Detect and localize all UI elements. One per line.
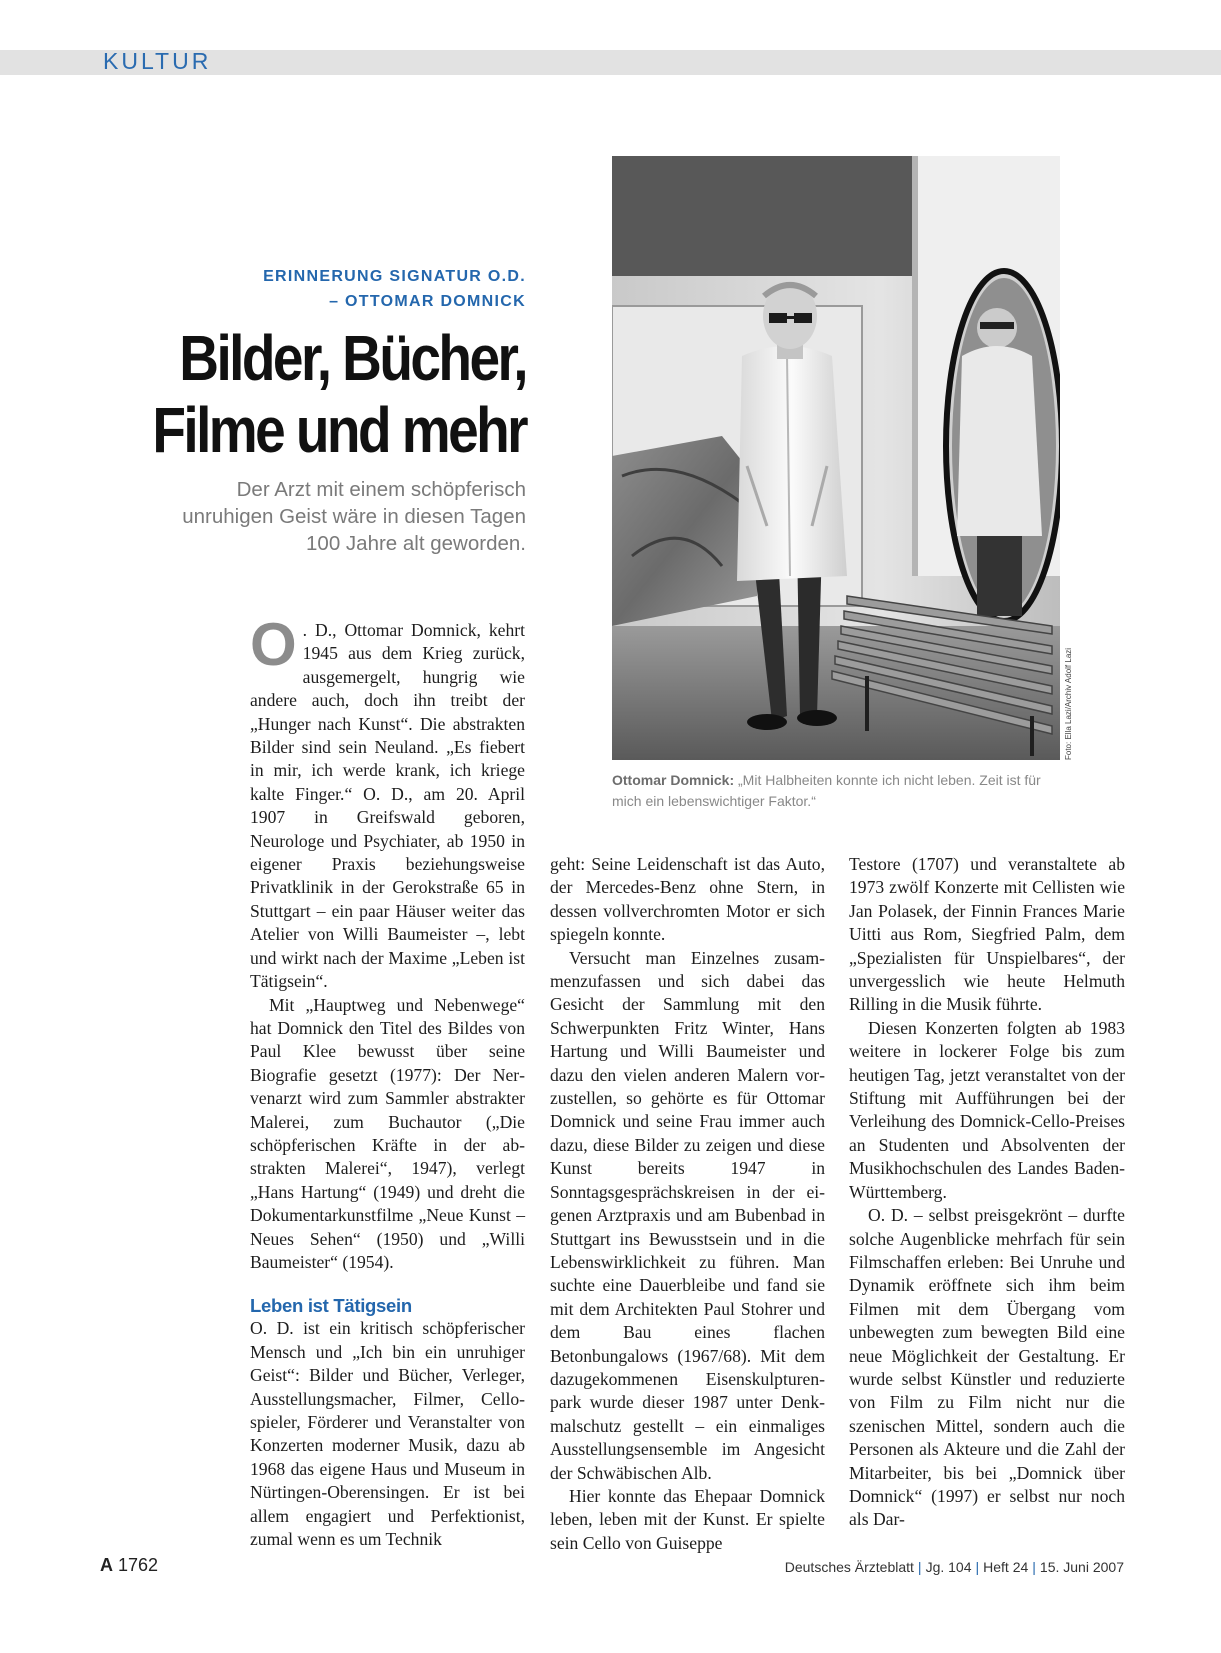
footer-separator: |: [917, 1559, 922, 1575]
journal-volume: Jg. 104: [925, 1559, 972, 1575]
article-column-3: [849, 853, 1125, 1532]
journal-name: Deutsches Ärzteblatt: [784, 1559, 914, 1575]
paragraph: O. D. – selbst preisgekrönt – durfte solche Augenblicke mehrfach für sein Filmschaffen erleben: Bei Unruhe und Dynamik eröffnete sich ihm beim Filmen mit dem Übergang vom unbewegten zum bewegten Bild eine neue Möglichkeit der Gestaltung. Er wurde selbst Künstler und reduzierte von Film zu Film nicht nur die szenischen Mittel, sondern auch die Personen als Akteure und die Zahl der Mitarbeiter, bis bei „Domnick über Domnick“ (1997) er selbst nur noch als Dar-: [849, 1205, 1125, 1530]
kicker: [106, 264, 526, 314]
caption-quote: „Mit Halbheiten konnte ich nicht leben. Zeit ist für mich ein lebenswichtiger Faktor.“: [612, 772, 1041, 809]
headline: [79, 322, 526, 466]
paragraph: Diesen Konzerten folgten ab 1983 weitere in lockerer Folge bis zum heutigen Tag, jetzt veranstaltet von der Stiftung mit Aufführungen bei der Verleihung des Domnick-Cello-Preises an Studenten und Absolventen der Musikhochschulen des Landes Baden-Württemberg.: [849, 1017, 1125, 1202]
paragraph: Testore (1707) und veranstaltete ab 1973 zwölf Konzerte mit Cellisten wie Jan Polasek, der Finnin Frances Marie Uitti aus Rom, Siegfried Palm, dem „Spezialisten für Unspielbares“, der unvergesslich wie heute Helmuth Rilling in die Musik führte.: [849, 854, 1125, 1015]
deck: [6, 476, 526, 557]
page-number-value: 1762: [118, 1555, 159, 1575]
paragraph: geht: Seine Leidenschaft ist das Auto, der Mercedes-Benz ohne Stern, in dessen vollverchromten Motor er sich spiegeln konnte.: [550, 854, 825, 945]
headline-line-1: Bilder, Bücher,: [179, 322, 526, 394]
caption-name: Ottomar Domnick:: [612, 772, 735, 788]
footer-separator: |: [975, 1559, 980, 1575]
portrait-photo: [612, 156, 1060, 760]
paragraph: Versucht man Einzelnes zusammenzufassen und sich dabei das Gesicht der Sammlung mit den Schwerpunkten Fritz Winter, Hans Hartung und Willi Baumeister und dazu den vielen anderen Malern vorzustellen, so gehörte es für Ottomar Domnick und seine Frau immer auch dazu, diese Bilder zu zeigen und diese Kunst bereits 1947 in Sonntagsgesprächskreisen in der eigenen Arztpraxis und am Bubenbad in Stuttgart ins Bewusstsein und in die Lebenswirklichkeit zu führen. Man suchte eine Dauerbleibe und fand sie mit dem Architekten Paul Stohrer und dem Bau eines flachen Betonbungalows (1967/68). Mit dem dazugekommenen Eisenskulpturenpark wurde dieser 1987 unter Denkmalschutz gestellt – ein einmaliges Ausstellungsensemble im Angesicht der Schwäbischen Alb.: [550, 947, 825, 1483]
photo-credit: Foto: Ella Lazi/Archiv Adolf Lazi: [1064, 647, 1073, 760]
section-label: KULTUR: [103, 48, 212, 74]
journal-footer: [785, 1559, 1124, 1575]
paragraph: . D., Ottomar Domnick, kehrt 1945 aus dem Krieg zurück, ausgemergelt, hungrig wie andere auch, doch ihn treibt der „Hunger nach Kunst“. Die abstrakten Bilder sind sein Neuland. „Es fiebert in mir, ich werde krank, ich kriege kalte Finger.“ O. D., am 20. April 1907 in Greifswald geboren, Neurologe und Psychiater, ab 1950 in eigener Praxis beziehungsweise Privatklinik in der Gerokstraße 65 in Stuttgart – ein paar Häuser weiter das Atelier von Willi Baumeister –, lebt und wirkt nach der Maxime „Leben ist Tätigsein“.: [250, 620, 525, 992]
portrait-illustration: [612, 156, 1060, 760]
kicker-line-2: – OTTOMAR DOMNICK: [329, 293, 526, 310]
article-column-2: [550, 853, 825, 1555]
subheading: Leben ist Tätigsein: [250, 1295, 412, 1317]
article-column-1: [250, 611, 525, 1551]
paragraph: O. D. ist ein kritisch schöpferischer Mensch und „Ich bin ein unruhiger Geist“: Bilder und Bücher, Verleger, Ausstellungsmacher, Filmer, Cellospieler, Förderer und Veranstalter von Konzerten moderner Musik, dazu ab 1968 das eigene Haus und Museum in Nürtingen-Oberensingen. Er ist bei allem engagiert und Perfektionist, zumal wenn es um Technik: [250, 1318, 525, 1550]
journal-date: 15. Juni 2007: [1039, 1559, 1124, 1575]
page-prefix: A: [100, 1555, 113, 1575]
footer-separator: |: [1032, 1559, 1036, 1575]
page-number: [100, 1555, 158, 1576]
headline-line-2: Filme und mehr: [152, 394, 526, 466]
deck-line-2: unruhigen Geist wäre in diesen Tagen: [182, 505, 526, 528]
kicker-line-1: ERINNERUNG SIGNATUR O.D.: [263, 268, 526, 285]
deck-line-1: Der Arzt mit einem schöpferisch: [236, 478, 526, 501]
photo-caption: [612, 770, 1062, 812]
journal-issue: Heft 24: [983, 1559, 1029, 1575]
dropcap: O: [250, 611, 297, 678]
deck-line-3: 100 Jahre alt geworden.: [306, 532, 526, 555]
paragraph: Hier konnte das Ehepaar Domnick leben, leben mit der Kunst. Er spielte sein Cello von Guiseppe: [550, 1485, 825, 1553]
paragraph: Mit „Hauptweg und Nebenwege“ hat Domnick den Titel des Bildes von Paul Klee bewusst über seine Biografie gesetzt (1977): Der Nervenarzt wird zum Sammler abstrakter Malerei, zum Buchautor („Die schöpferischen Kräfte in der abstrakten Malerei“, 1947), verlegt „Hans Hartung“ (1949) und dreht die Dokumentarkunstfilme „Neue Kunst – Neues Sehen“ (1950) und „Willi Baumeister“ (1954).: [250, 994, 525, 1272]
